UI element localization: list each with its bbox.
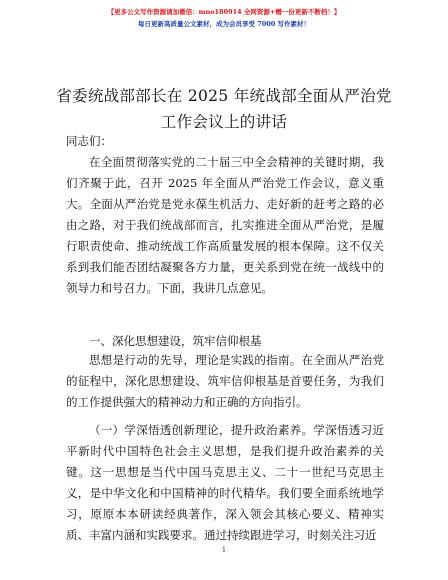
document-title-line1: 省委统战部部长在 2025 年统战部全面从严治党 xyxy=(56,87,392,105)
page-number: 1 xyxy=(221,546,227,554)
paragraph-section1-intro: 思想是行动的先导，理论是实践的指南。在全面从严治党的征程中，深化思想建设、筑牢信仰根基是首要任务，为我们的工作提供强大的精神动力和正确的方向指引。 xyxy=(66,353,384,409)
paragraph-section1-point1: （一）学深悟透创新理论，提升政治素养。学深悟透习近平新时代中国特色社会主义思想，是我们提升政治素养的关键。这一思想是当代中国马克思主义、二十一世纪马克思主义，是中华文化和中国精神的时代精华。我们要全面系统地学习，原原本本研读经典著作，深入领会其核心要义、精神实质、丰富内涵和实践要求。通过持续跟进学习，时刻关注习近 xyxy=(66,423,384,542)
section-heading-1: 一、深化思想建设，筑牢信仰根基 xyxy=(89,334,262,348)
promo-banner-line2: 每日更新高质量公文素材，成为会员享受 7000 写作素材！ xyxy=(137,20,311,28)
salutation: 同志们： xyxy=(66,134,112,148)
promo-banner-line1: 【更多公文写作资源请加微信：mno180914 全网资源+赠一份更新不断档！】 xyxy=(107,8,341,16)
document-title-line2: 工作会议上的讲话 xyxy=(160,113,288,131)
paragraph-intro: 在全面贯彻落实党的二十届三中全会精神的关键时期，我们齐聚于此，召开 2025 年全面从严治党工作会议，意义重大。全面从严治党是党永葆生机活力、走好新的赶考之路的必由之路，对于我们统战部而言，扎实推进全面从严治党，是履行职责使命、推动统战工作高质量发展的根本保障。这不仅关系到我们能否团结凝聚各方力量，更关系到党在统一战线中的领导力和号召力。下面，我讲几点意见。 xyxy=(66,155,384,295)
